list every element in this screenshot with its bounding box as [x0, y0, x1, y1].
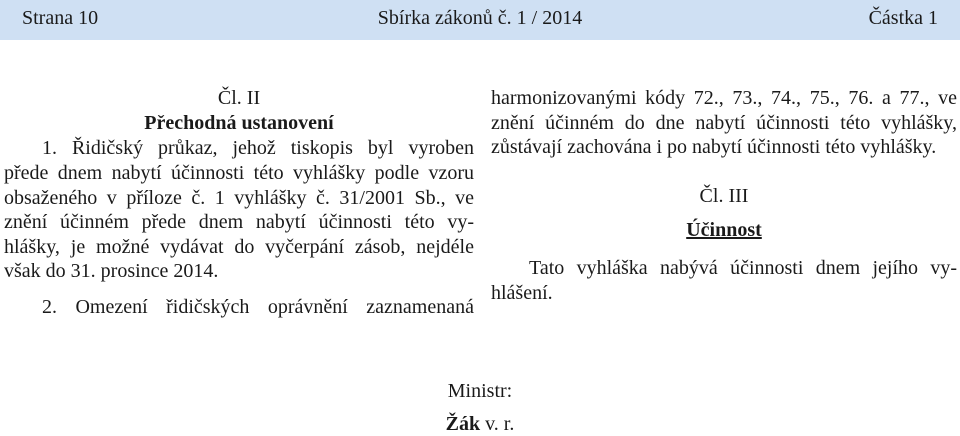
article-2-title: Přechodná ustanovení: [144, 112, 334, 135]
page-number: Strana 10: [22, 7, 99, 29]
page-header: [0, 0, 960, 40]
article-2-label: Čl. II: [217, 87, 261, 109]
signature-role: Ministr:: [447, 380, 513, 402]
paragraph-1: [4, 136, 474, 284]
paragraph-1-line: obsaženého v příloze č. 1 vyhlášky č. 31/2001 Sb., ve: [4, 186, 474, 209]
left-column: [4, 86, 474, 320]
paragraph-2-continued-line: zůstávají zachována i po nabytí účinnosti této vyhlášky.: [491, 136, 937, 159]
signature: [0, 413, 960, 436]
collection-title: [0, 7, 960, 30]
paragraph-1-line: však do 31. prosince 2014.: [4, 260, 219, 283]
paragraph-2-continued-line: harmonizovanými kódy 72., 73., 74., 75., 76. a 77., ve: [491, 87, 957, 109]
title-separator: /: [531, 7, 538, 29]
right-column: [491, 86, 957, 305]
effect-paragraph-line: hlášení.: [491, 281, 553, 304]
effect-paragraph-line: Tato vyhláška nabývá účinnosti dnem jejího vy-: [529, 256, 957, 279]
paragraph-1-line: hlášky, je možné vydávat do vyčerpání zásob, nejdéle: [4, 235, 474, 258]
paragraph-2-continued-line: znění účinném do dne nabytí účinnosti této vyhlášky,: [491, 111, 957, 134]
collection-name: Sbírka zákonů č. 1: [377, 7, 527, 29]
paragraph-2: 2. Omezení řidičských oprávnění zaznamenaná: [42, 295, 474, 318]
signature-name: Žák: [445, 413, 481, 435]
issue-number: Částka 1: [868, 7, 938, 29]
paragraph-1-line: přede dnem nabytí účinnosti této vyhlášky podle vzoru: [4, 161, 474, 184]
collection-year: 2014: [542, 7, 583, 29]
signature-suffix: v. r.: [485, 413, 515, 435]
paragraph-1-line: znění účinném přede dnem nabytí účinnosti této vy-: [4, 211, 474, 234]
article-3-label: Čl. III: [699, 184, 749, 207]
paragraph-1-line: 1. Řidičský průkaz, jehož tiskopis byl vyroben: [42, 137, 474, 160]
article-3-title: Účinnost: [686, 219, 762, 242]
